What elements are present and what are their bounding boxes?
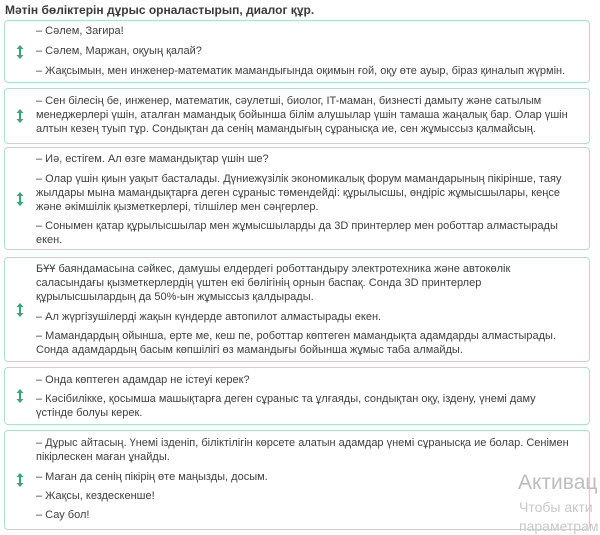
dialog-line: – Дұрыс айтасың. Үнемі ізденіп, біліктілігін көрсете алатын адамдар үнемі сұранысқа ие болар. Сенімен (36, 437, 569, 449)
activation-watermark-line: Чтобы акти (519, 499, 593, 515)
dialog-line: құрылысшылардың да 50%-ын жұмыссыз қалдырады. (36, 291, 314, 303)
dialog-line: – Сонымен қатар құрылысшылар мен жұмысшыларды да 3D принтерлер мен роботтар алмастырады (36, 220, 558, 232)
dialog-line: – Жақсымын, мен инженер-математик мамандығында оқимын ғой, оқу өте ауыр, біраз қиналып жүрмін. (36, 65, 566, 77)
dialog-line: БҰҰ баяндамасына сәйкес, дамушы елдердегі роботтандыру электротехника және автокөлік (36, 263, 511, 275)
dialog-line: – Маған да сенің пікірің өте маңызды, досым. (36, 471, 268, 483)
page-title: Мәтін бөліктерін дұрыс орналастырып, диалог құр. (5, 3, 315, 17)
dialog-card-2[interactable] (4, 88, 590, 144)
dialog-line: менеджерлері үшін, аталған мамандық бойынша білім алушылар үшін тамаша жаңалық бар. Олар үшін (36, 109, 568, 121)
dialog-line: алтын кезең туып тұр. Сондықтан да сенің мамандығың сұранысқа ие, сен жұмыссыз қалмайсың. (36, 123, 536, 135)
drag-handle[interactable] (5, 89, 35, 143)
dialog-line: – Онда көптеген адамдар не істеуі керек? (36, 374, 250, 386)
dialog-card-4[interactable] (4, 257, 590, 362)
activation-watermark-line: параметрам (519, 518, 599, 534)
dialog-line: Сонда адамдардың басым көпшілігі өз мамандығы бойынша жұмыс таба алмайды. (36, 344, 463, 356)
dialog-line: – Мамандардың ойынша, ерте ме, кеш пе, роботтар көптеген мамандықта адамдарды алмастырады. (36, 330, 557, 342)
dialog-line: – Сәлем, Маржан, оқуың қалай? (36, 45, 202, 57)
drag-updown-arrow-icon (16, 192, 24, 206)
dialog-line: – Иә, естігем. Ал өзге мамандықтар үшін ше? (36, 153, 269, 165)
activation-watermark-title: Активац (518, 471, 598, 494)
dialog-line: – Ал жүргізушілерді жақын күндерде автопилот алмастырады екен. (36, 311, 382, 323)
dialog-line: – Сау бол! (36, 509, 90, 521)
dialog-card-3[interactable] (4, 147, 590, 250)
dialog-card-5[interactable] (4, 367, 590, 425)
dialog-card-1[interactable] (4, 20, 590, 83)
dialog-line: және әкімшілік қызметкерлері, тілшілер мен сәңгерлер. (36, 201, 319, 213)
drag-handle[interactable] (5, 21, 35, 82)
dialog-line: пікірлескен маған ұнайды. (36, 451, 170, 463)
dialog-line: – Олар үшін қиын уақыт басталады. Дүниежүзілік экономикалық форум мамандарының пікірінше, таяу (36, 173, 562, 185)
drag-handle[interactable] (5, 258, 35, 361)
drag-updown-arrow-icon (16, 473, 24, 487)
dialog-line: жылдары мына мамандықтарға деген сұраныс төмендейді: құрылысшы, өндіріс жұмысшылары, кеңсе (36, 187, 560, 199)
drag-updown-arrow-icon (16, 45, 24, 59)
dialog-line: – Сен білесің бе, инженер, математик, сәулетші, биолог, IT-маман, бизнесті дамыту және сатылым (36, 95, 542, 107)
drag-handle[interactable] (5, 431, 35, 529)
dialog-line: – Сәлем, Зағира! (36, 25, 124, 37)
dialog-card-6[interactable] (4, 430, 590, 530)
drag-updown-arrow-icon (16, 303, 24, 317)
drag-updown-arrow-icon (16, 389, 24, 403)
drag-updown-arrow-icon (16, 109, 24, 123)
dialog-line: екен. (36, 234, 63, 246)
dialog-line: – Кәсібилікке, қосымша машықтарға деген сұраныс та ұлғаяды, сондықтан оқу, іздену, үнемі даму (36, 393, 536, 405)
dialog-line: үстінде болуы керек. (36, 407, 143, 419)
drag-handle[interactable] (5, 148, 35, 249)
dialog-line: – Жақсы, кездескенше! (36, 490, 155, 502)
drag-handle[interactable] (5, 368, 35, 424)
dialog-line: салаcындағы қызметкерлердің үштен екі бөлігінің орнын баспақ. Сонда 3D принтерлер (36, 277, 482, 289)
